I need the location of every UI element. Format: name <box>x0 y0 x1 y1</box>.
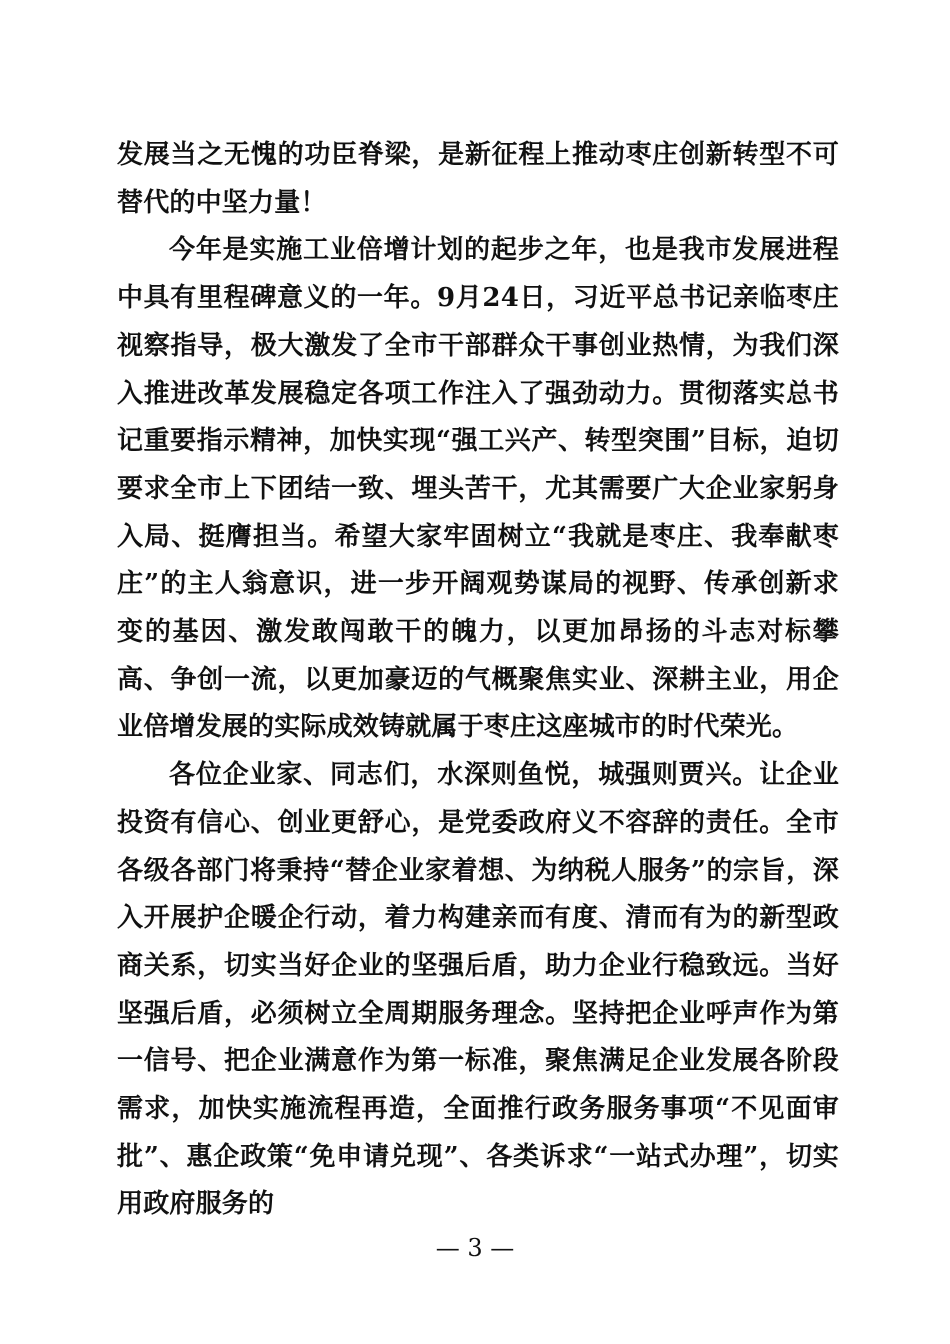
paragraph-service-support: 各位企业家、同志们，水深则鱼悦，城强则贾兴。让企业投资有信心、创业更舒心，是党委政府义不容辞的责任。全市各级各部门将秉持“替企业家着想、为纳税人服务”的宗旨，深入开展护企暖企行动，着力构建亲而有度、清而有为的新型政商关系，切实当好企业的坚强后盾，助力企业行稳致远。当好坚强后盾，必须树立全周期服务理念。坚持把企业呼声作为第一信号、把企业满意作为第一标准，聚焦满足企业发展各阶段需求，加快实施流程再造，全面推行政务服务事项“不见面审批”、惠企政策“免申请兑现”、各类诉求“一站式办理”，切实用政府服务的 <box>117 760 839 1220</box>
body-text <box>117 132 839 1229</box>
paragraph-continuation: 发展当之无愧的功臣脊梁，是新征程上推动枣庄创新转型不可替代的中坚力量！ <box>117 140 839 218</box>
paragraph-industrial-plan: 今年是实施工业倍增计划的起步之年，也是我市发展进程中具有里程碑意义的一年。9月24日，习近平总书记亲临枣庄视察指导，极大激发了全市干部群众干事创业热情，为我们深入推进改革发展稳定各项工作注入了强劲动力。贯彻落实总书记重要指示精神，加快实现“强工兴产、转型突围”目标，迫切要求全市上下团结一致、埋头苦干，尤其需要广大企业家躬身入局、挺膺担当。希望大家牢固树立“我就是枣庄、我奉献枣庄”的主人翁意识，进一步开阔观势谋局的视野、传承创新求变的基因、激发敢闯敢干的魄力，以更加昂扬的斗志对标攀高、争创一流，以更加豪迈的气概聚焦实业、深耕主业，用企业倍增发展的实际成效铸就属于枣庄这座城市的时代荣光。 <box>117 235 839 743</box>
page-number: — 3 — <box>435 1234 515 1262</box>
